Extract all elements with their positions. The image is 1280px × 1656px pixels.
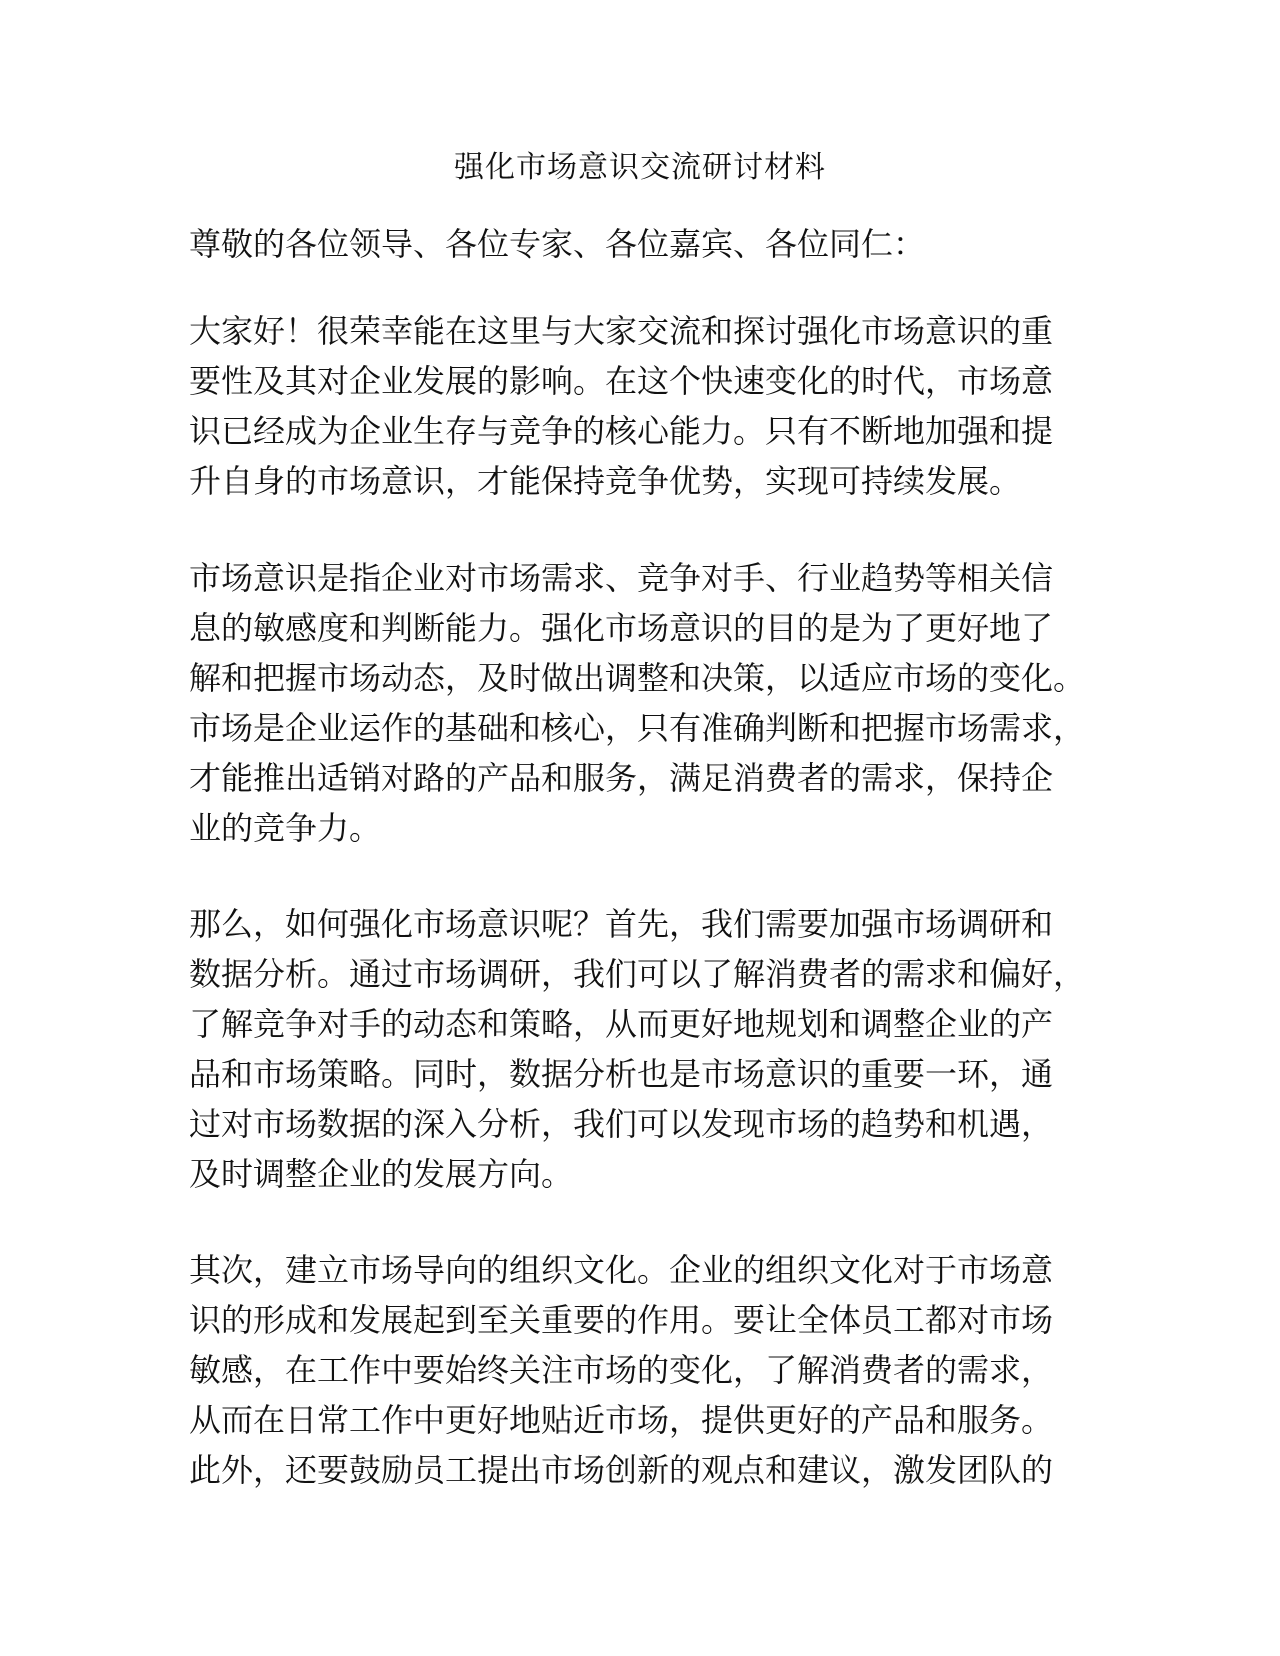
paragraph-line: 其次，建立市场导向的组织文化。企业的组织文化对于市场意 (189, 1251, 1054, 1289)
paragraph-line: 大家好！很荣幸能在这里与大家交流和探讨强化市场意识的重 (189, 312, 1054, 350)
paragraph-3 (189, 899, 1109, 1199)
paragraph-2 (189, 553, 1109, 853)
paragraph-line: 过对市场数据的深入分析，我们可以发现市场的趋势和机遇， (189, 1105, 1054, 1143)
paragraph-1 (189, 306, 1109, 506)
greeting: 尊敬的各位领导、各位专家、各位嘉宾、各位同仁： (189, 225, 926, 263)
paragraph-line: 息的敏感度和判断能力。强化市场意识的目的是为了更好地了 (189, 609, 1054, 647)
paragraph-line: 升自身的市场意识，才能保持竞争优势，实现可持续发展。 (189, 462, 1022, 500)
paragraph-4 (189, 1245, 1109, 1495)
paragraph-line: 识的形成和发展起到至关重要的作用。要让全体员工都对市场 (189, 1301, 1054, 1339)
paragraph-line: 了解竞争对手的动态和策略，从而更好地规划和调整企业的产 (189, 1005, 1054, 1043)
paragraph-line: 及时调整企业的发展方向。 (189, 1155, 574, 1193)
paragraph-line: 业的竞争力。 (189, 809, 382, 847)
paragraph-line: 识已经成为企业生存与竞争的核心能力。只有不断地加强和提 (189, 412, 1054, 450)
paragraph-line: 品和市场策略。同时，数据分析也是市场意识的重要一环，通 (189, 1055, 1054, 1093)
paragraph-line: 市场意识是指企业对市场需求、竞争对手、行业趋势等相关信 (189, 559, 1054, 597)
document-title: 强化市场意识交流研讨材料 (454, 150, 826, 185)
paragraph-line: 从而在日常工作中更好地贴近市场，提供更好的产品和服务。 (189, 1401, 1054, 1439)
paragraph-line: 敏感，在工作中要始终关注市场的变化，了解消费者的需求， (189, 1351, 1054, 1389)
paragraph-line: 解和把握市场动态，及时做出调整和决策，以适应市场的变化。 (189, 659, 1086, 697)
paragraph-line: 市场是企业运作的基础和核心，只有准确判断和把握市场需求， (189, 709, 1086, 747)
paragraph-line: 数据分析。通过市场调研，我们可以了解消费者的需求和偏好， (189, 955, 1086, 993)
paragraph-line: 要性及其对企业发展的影响。在这个快速变化的时代，市场意 (189, 362, 1054, 400)
paragraph-line: 那么，如何强化市场意识呢？首先，我们需要加强市场调研和 (189, 905, 1054, 943)
paragraph-line: 此外，还要鼓励员工提出市场创新的观点和建议，激发团队的 (189, 1451, 1054, 1489)
paragraph-line: 才能推出适销对路的产品和服务，满足消费者的需求，保持企 (189, 759, 1054, 797)
